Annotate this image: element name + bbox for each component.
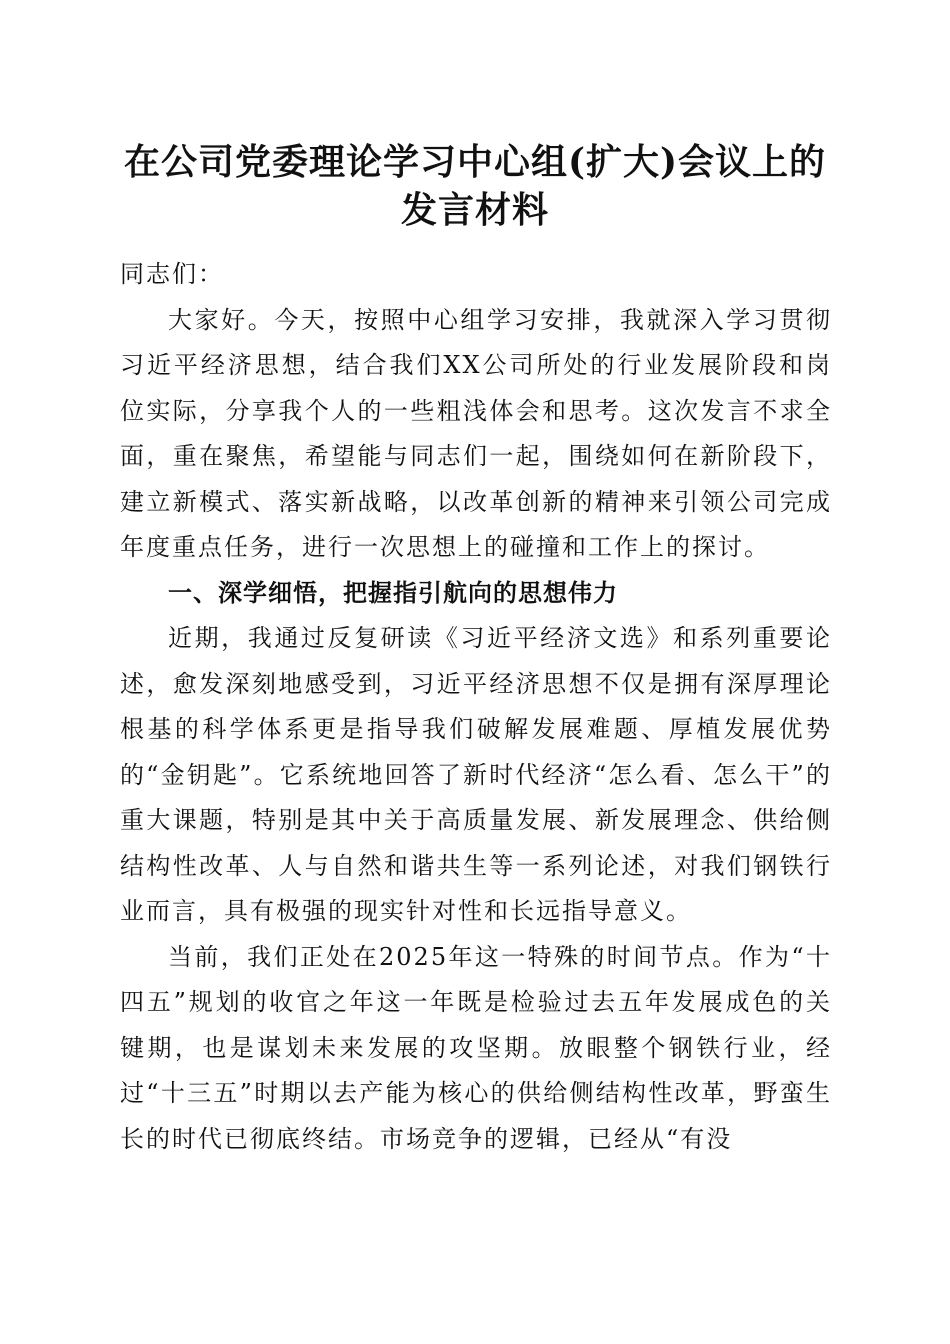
document-body [120,252,832,1162]
document-title: 在公司党委理论学习中心组(扩大)会议上的发言材料 [123,141,827,231]
section-heading-1: 一、深学细悟，把握指引航向的思想伟力 [168,578,618,607]
paragraph-section1-2: 当前，我们正处在2025年这一特殊的时间节点。作为“十四五”规划的收官之年这一年既是检验过去五年发展成色的关键期，也是谋划未来发展的攻坚期。放眼整个钢铁行业，经过“十三五”时期以去产能为核心的供给侧结构性改革，野蛮生长的时代已彻底终结。市场竞争的逻辑，已经从“有没 [120,942,832,1153]
paragraph-section1-1: 近期，我通过反复研读《习近平经济文选》和系列重要论述，愈发深刻地感受到，习近平经济思想不仅是拥有深厚理论根基的科学体系更是指导我们破解发展难题、厚植发展优势的“金钥匙”。它系统地回答了新时代经济“怎么看、怎么干”的重大课题，特别是其中关于高质量发展、新发展理念、供给侧结构性改革、人与自然和谐共生等一系列论述，对我们钢铁行业而言，具有极强的现实针对性和长远指导意义。 [120,624,832,925]
greeting: 同志们： [120,260,224,288]
paragraph-intro: 大家好。今天，按照中心组学习安排，我就深入学习贯彻习近平经济思想，结合我们XX公司所处的行业发展阶段和岗位实际，分享我个人的一些粗浅体会和思考。这次发言不求全面，重在聚焦，希望能与同志们一起，围绕如何在新阶段下，建立新模式、落实新战略，以改革创新的精神来引领公司完成年度重点任务，进行一次思想上的碰撞和工作上的探讨。 [120,305,832,561]
